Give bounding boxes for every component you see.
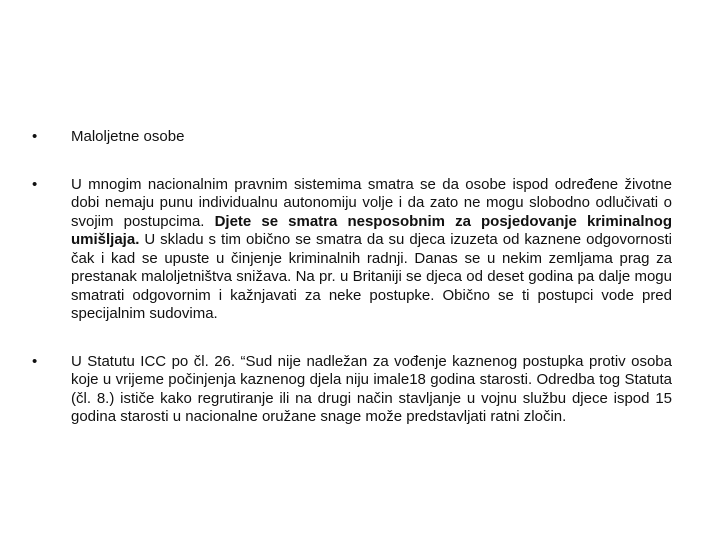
bullet-icon: • [32, 352, 38, 370]
bullet-item-paragraph-2 [32, 353, 672, 427]
bullet-icon: • [32, 175, 38, 193]
paragraph-2-text: U Statutu ICC po čl. 26. “Sud nije nadležan za vođenje kaznenog postupka protiv osoba koje u vrijeme počinjenja kaznenog djela niju imale18 godina starosti. Odredba tog Statuta (čl. 8.) ističe kako regrutiranje ili na drugi način stavljanje u vojnu službu djece ispod 15 godina starosti u nacionalne oružane snage može predstavljati ratni zločin. [71, 352, 672, 425]
bullet-list [32, 128, 672, 427]
paragraph-1-text-before: U mnogim nacionalnim pravnim sistemima smatra se da osobe ispod određene životne dobi nemaju punu individualnu autonomiju volje i da zato ne mogu slobodno odlučivati o svojim postupcima. [71, 175, 672, 230]
bullet-title-text: Maloljetne osobe [71, 128, 185, 145]
bullet-item-paragraph-1 [32, 176, 672, 324]
bullet-item-title [32, 128, 672, 147]
paragraph-1-bold-text: Djete se smatra nesposobnim za posjedovanje kriminalnog umišljaja. [71, 212, 672, 248]
bullet-icon: • [32, 128, 38, 145]
paragraph-1-text-after: U skladu s tim obično se smatra da su djeca izuzeta od kaznene odgovornosti čak i kad se upuste u činjenje kriminalnih radnji. Danas se u nekim zemljama prag za prestanak maloljetništva snižava. Na pr. u Britaniji se djeca od deset godina pa dalje mogu smatrati odgovornim i kažnjavati za neke postupke. Obično se ti postupci vode pred specijalnim sudovima. [71, 231, 672, 322]
